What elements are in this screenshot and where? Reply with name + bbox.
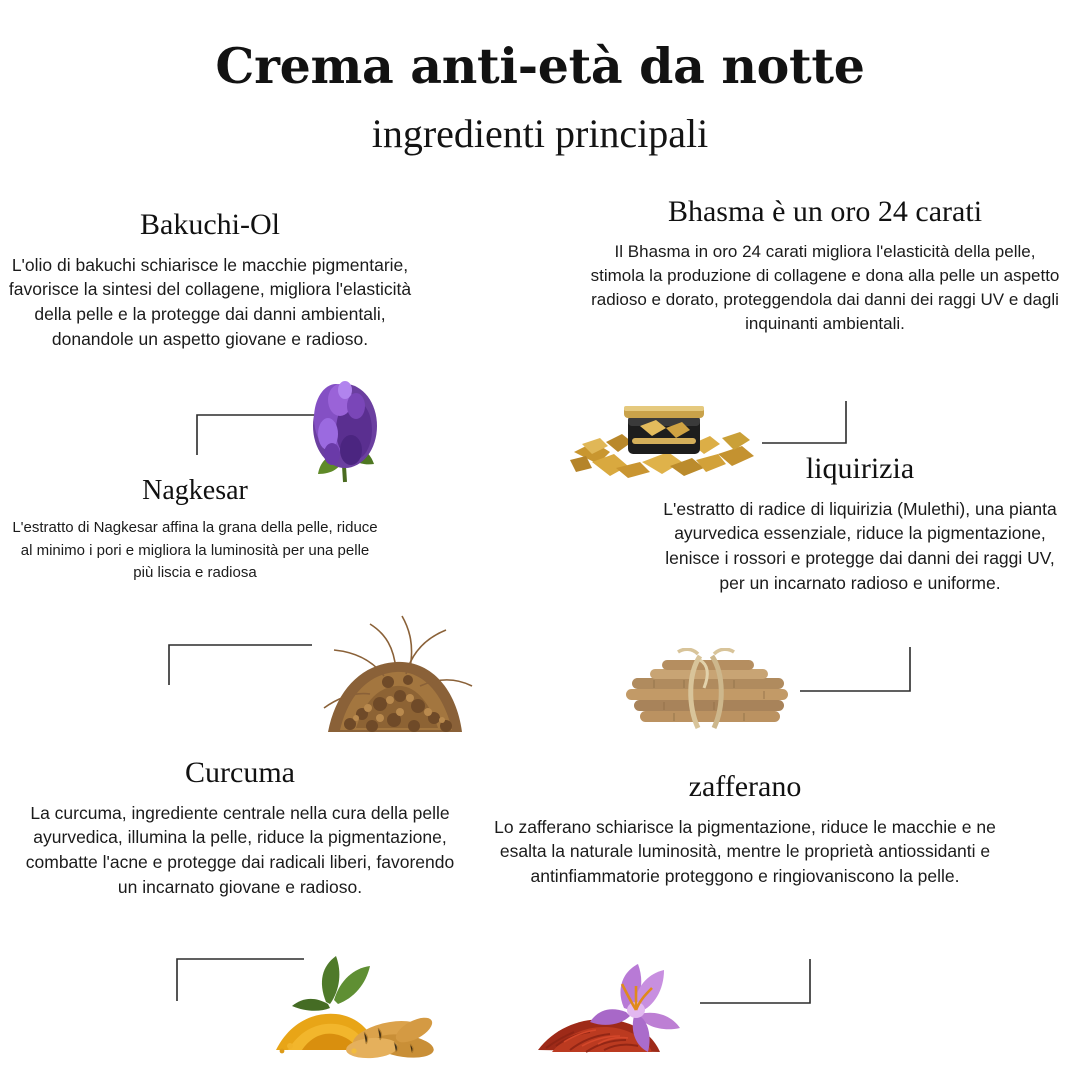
licorice-root-bundle-icon [614,648,804,744]
ingredient-description-liquirizia: L'estratto di radice di liquirizia (Mulethi), una pianta ayurvedica essenziale, riduce la pigmentazione, lenisce i rossori e protegge dai danni dei raggi UV, per un incarnato radioso e uniforme. [663,498,1057,594]
page-title: Crema anti-età da notte [215,37,865,95]
dried-seeds-icon [310,608,480,748]
connector-bhasma [762,400,848,444]
page-subtitle: ingredienti principali [371,110,709,156]
ingredient-description-zafferano: Lo zafferano schiarisce la pigmentazione, riduce le macchie e ne esalta la naturale luminosità, mentre le proprietà antiossidanti e antinfiammatorie proteggono e ringiovaniscono la pelle. [494,816,996,887]
connector-zafferano [700,958,812,1004]
ingredient-description-bhasma: Il Bhasma in oro 24 carati migliora l'elasticità della pelle, stimola la produzione di collagene e dona alla pelle un aspetto radioso e dorato, proteggendola dai danni dei raggi UV e dagli inquinanti ambientali. [590,241,1060,333]
ingredient-title-bakuchi: Bakuchi-Ol [140,208,280,241]
page-header [0,37,1080,158]
ingredient-description-curcuma: La curcuma, ingrediente centrale nella cura della pelle ayurvedica, illumina la pelle, riduce la pigmentazione, combatte l'acne e protegge dai radicali liberi, favorendo un incarnato giovane e radioso. [25,802,455,898]
ingredient-description-nagkesar: L'estratto di Nagkesar affina la grana della pelle, riduce al minimo i pori e migliora la luminosità per una pelle più liscia e radiosa [12,519,378,582]
ingredient-block-liquirizia [655,452,1065,596]
ingredient-block-bakuchi [0,208,420,352]
ingredient-block-nagkesar [10,475,380,585]
turmeric-root-powder-icon [268,950,440,1062]
ingredient-title-zafferano: zafferano [688,770,802,803]
ingredient-block-curcuma [15,756,465,900]
connector-nagkesar [168,644,314,686]
ingredient-title-curcuma: Curcuma [185,756,295,789]
connector-liquirizia [800,646,912,692]
ingredient-title-liquirizia: liquirizia [805,452,915,485]
ingredient-description-bakuchi: L'olio di bakuchi schiarisce le macchie pigmentarie, favorisce la sintesi del collagene, migliora l'elasticità della pelle e la protegge dai danni ambientali, donandole un aspetto giovane e radioso. [8,254,412,350]
ingredient-block-bhasma [590,195,1060,336]
ingredient-block-zafferano [480,770,1010,889]
ingredient-title-nagkesar: Nagkesar [142,475,248,506]
saffron-flower-threads-icon [530,952,710,1062]
ingredient-title-bhasma: Bhasma è un oro 24 carati [667,195,983,228]
